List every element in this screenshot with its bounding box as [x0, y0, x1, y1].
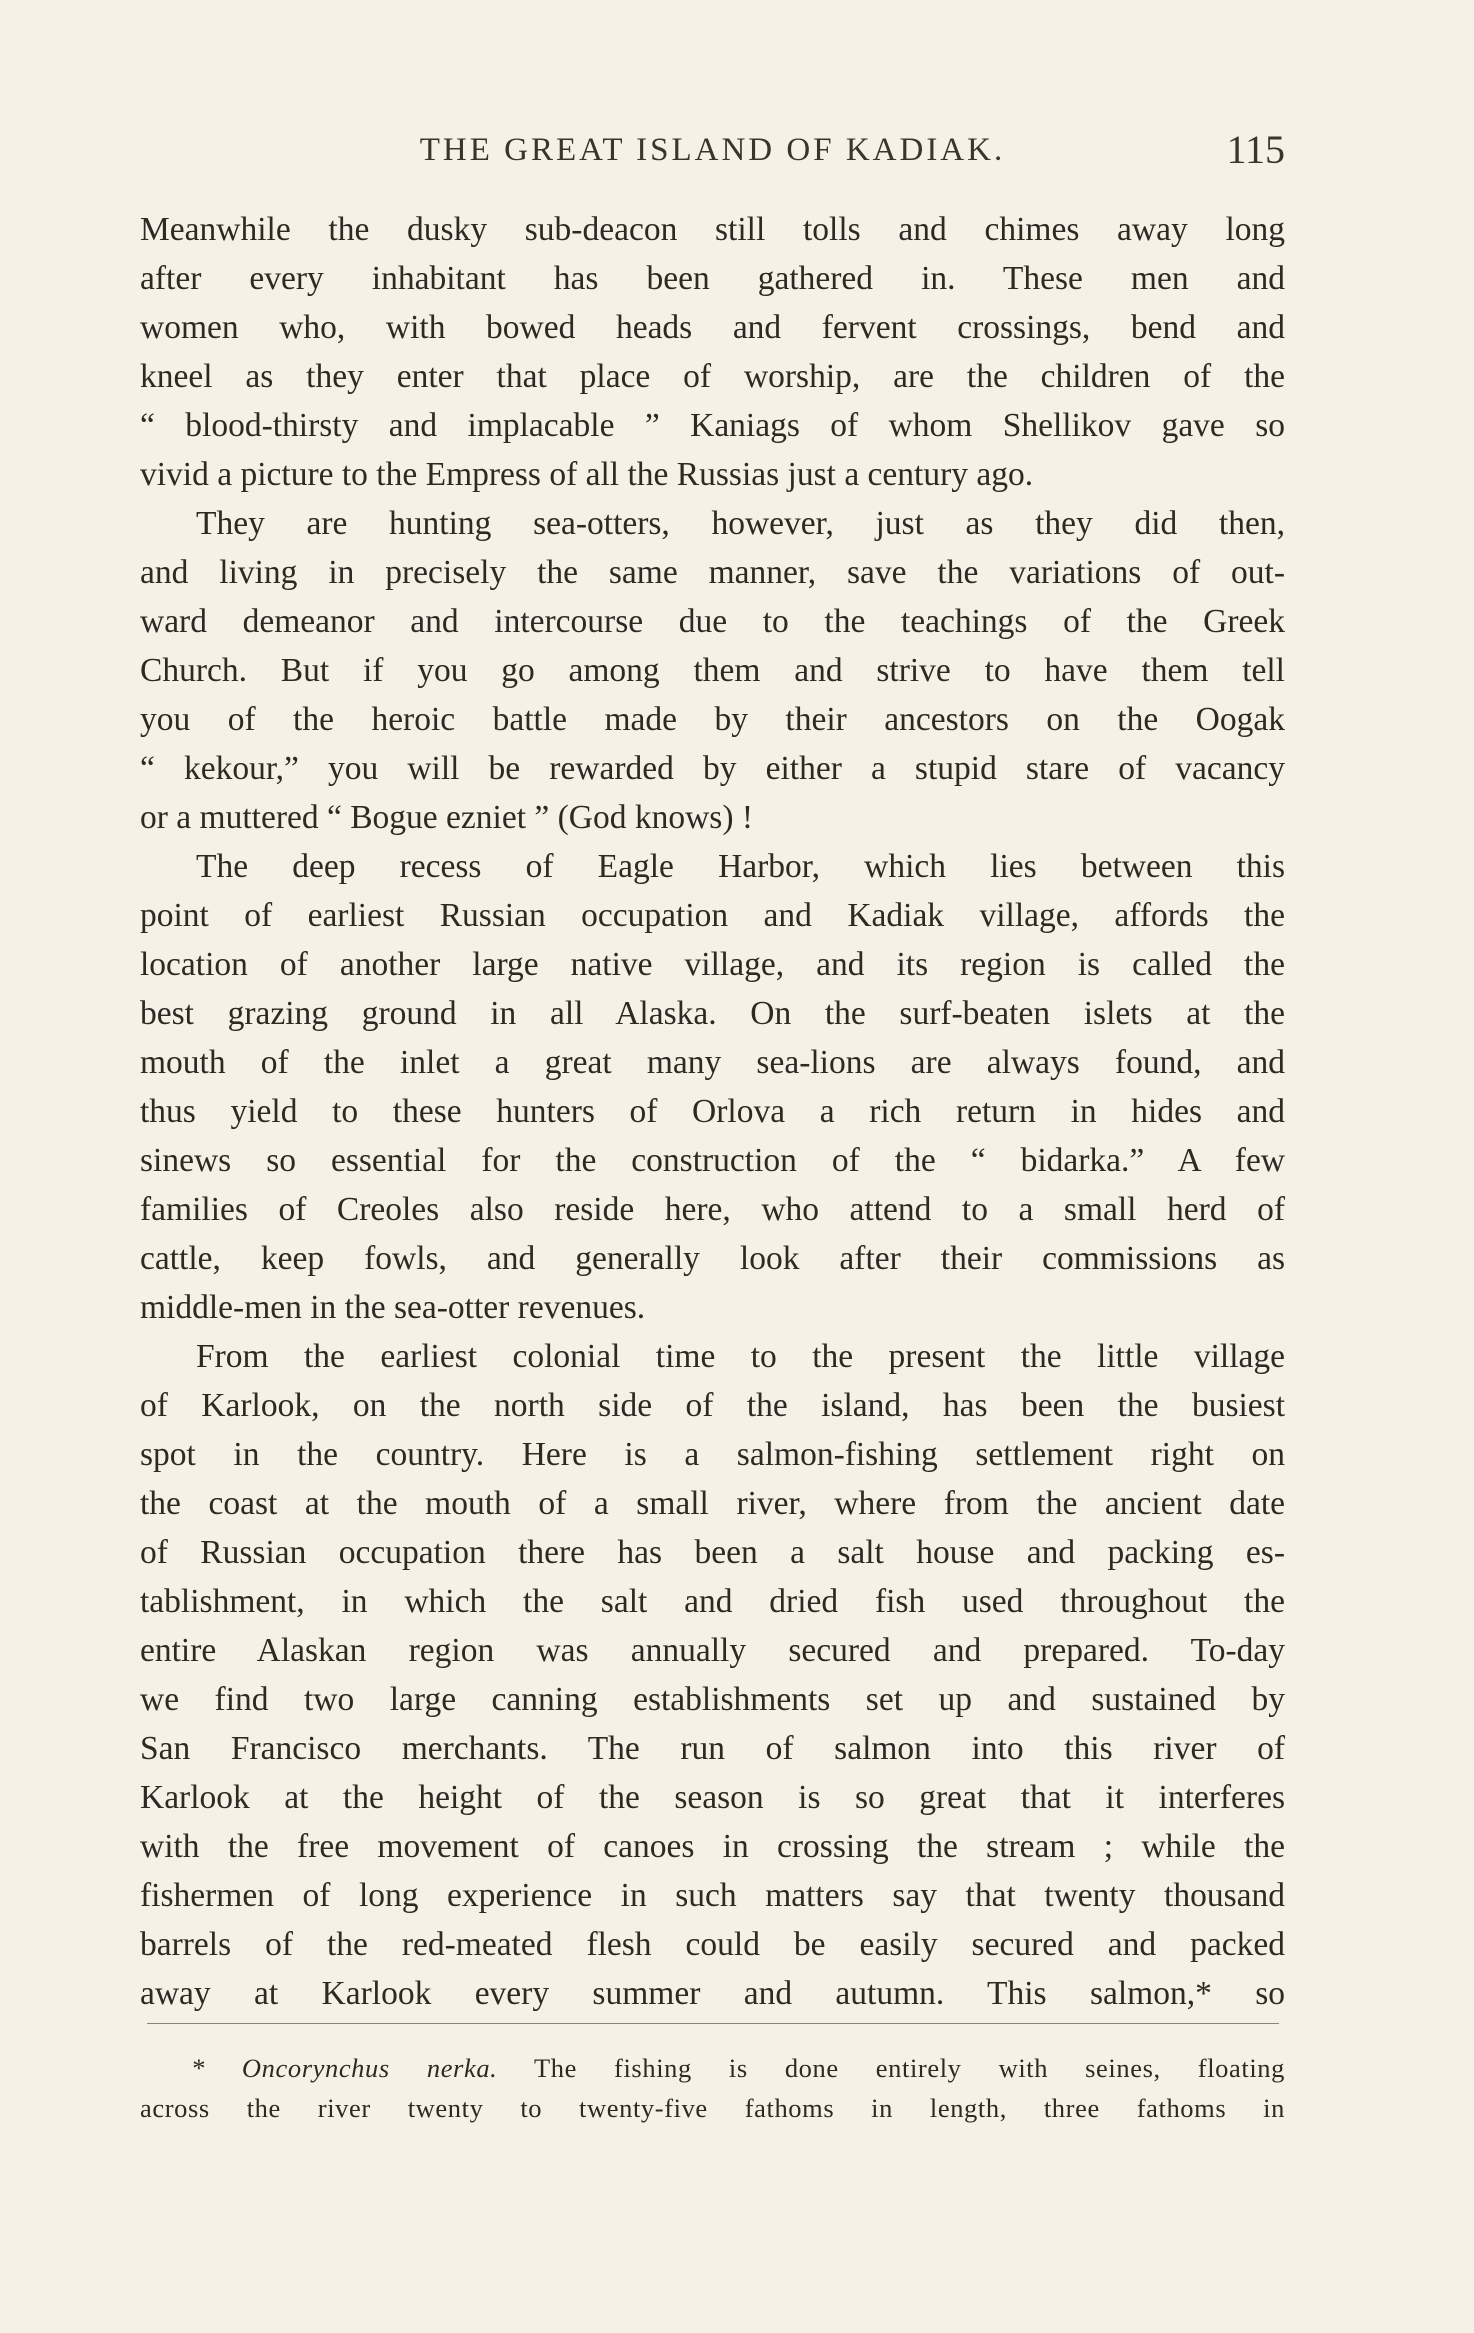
running-title: THE GREAT ISLAND OF KADIAK.: [419, 132, 1006, 168]
footnote-line: [140, 2048, 1285, 2088]
text-line: Church. But if you go among them and strive to have them tell: [140, 652, 1285, 689]
text-line: “ kekour,” you will be rewarded by either a stupid stare of vacancy: [140, 750, 1285, 787]
text-line: middle-men in the sea-otter revenues.: [140, 1289, 646, 1326]
text-line: fishermen of long experience in such matters say that twenty thousand: [140, 1877, 1285, 1914]
text-line: best grazing ground in all Alaska. On the surf-beaten islets at the: [140, 995, 1285, 1032]
text-line: away at Karlook every summer and autumn. This salmon,* so: [140, 1975, 1285, 2012]
text-line: entire Alaskan region was annually secured and prepared. To-day: [140, 1632, 1285, 1669]
text-line: Meanwhile the dusky sub-deacon still tolls and chimes away long: [140, 211, 1285, 248]
footnote-rule: [147, 2023, 1279, 2024]
text-line: kneel as they enter that place of worship, are the children of the: [140, 358, 1285, 395]
text-line: Karlook at the height of the season is so great that it interferes: [140, 1779, 1285, 1816]
text-line: families of Creoles also reside here, who attend to a small herd of: [140, 1191, 1285, 1228]
text-line: of Russian occupation there has been a salt house and packing es-: [140, 1534, 1285, 1571]
text-line: tablishment, in which the salt and dried fish used throughout the: [140, 1583, 1285, 1620]
text-line: “ blood-thirsty and implacable ” Kaniags of whom Shellikov gave so: [140, 407, 1285, 444]
text-line: spot in the country. Here is a salmon-fishing settlement right on: [140, 1436, 1285, 1473]
text-line: From the earliest colonial time to the present the little village: [196, 1338, 1285, 1375]
text-line: you of the heroic battle made by their ancestors on the Oogak: [140, 701, 1285, 738]
text-line: cattle, keep fowls, and generally look after their commissions as: [140, 1240, 1285, 1277]
text-line: mouth of the inlet a great many sea-lions are always found, and: [140, 1044, 1285, 1081]
page-number: 115: [1226, 127, 1285, 172]
text-line: of Karlook, on the north side of the island, has been the busiest: [140, 1387, 1285, 1424]
text-line: point of earliest Russian occupation and Kadiak village, affords the: [140, 897, 1285, 934]
text-line: with the free movement of canoes in crossing the stream ; while the: [140, 1828, 1285, 1865]
text-line: thus yield to these hunters of Orlova a rich return in hides and: [140, 1093, 1285, 1130]
text-line: vivid a picture to the Empress of all the Russias just a century ago.: [140, 456, 1034, 493]
text-line: sinews so essential for the construction of the “ bidarka.” A few: [140, 1142, 1285, 1179]
text-line: San Francisco merchants. The run of salmon into this river of: [140, 1730, 1285, 1767]
text-line: barrels of the red-meated flesh could be easily secured and packed: [140, 1926, 1285, 1963]
text-line: location of another large native village, and its region is called the: [140, 946, 1285, 983]
footnote-species-name: * Oncorynchus nerka.: [191, 2053, 498, 2083]
text-line: the coast at the mouth of a small river, where from the ancient date: [140, 1485, 1285, 1522]
footnote: [140, 2048, 1285, 2128]
footnote-text: The fishing is done entirely with seines, floating: [534, 2053, 1286, 2083]
text-line: They are hunting sea-otters, however, just as they did then,: [196, 505, 1285, 542]
text-line: we find two large canning establishments set up and sustained by: [140, 1681, 1285, 1718]
text-line: The deep recess of Eagle Harbor, which lies between this: [196, 848, 1285, 885]
text-line: women who, with bowed heads and fervent crossings, bend and: [140, 309, 1285, 346]
text-line: or a muttered “ Bogue ezniet ” (God knows) !: [140, 799, 754, 836]
text-line: after every inhabitant has been gathered in. These men and: [140, 260, 1285, 297]
body-text: [140, 205, 1285, 2012]
running-head: [140, 127, 1285, 176]
text-line: ward demeanor and intercourse due to the teachings of the Greek: [140, 603, 1285, 640]
footnote-line: across the river twenty to twenty-five fathoms in length, three fathoms in: [140, 2093, 1285, 2123]
text-line: and living in precisely the same manner, save the variations of out-: [140, 554, 1285, 591]
